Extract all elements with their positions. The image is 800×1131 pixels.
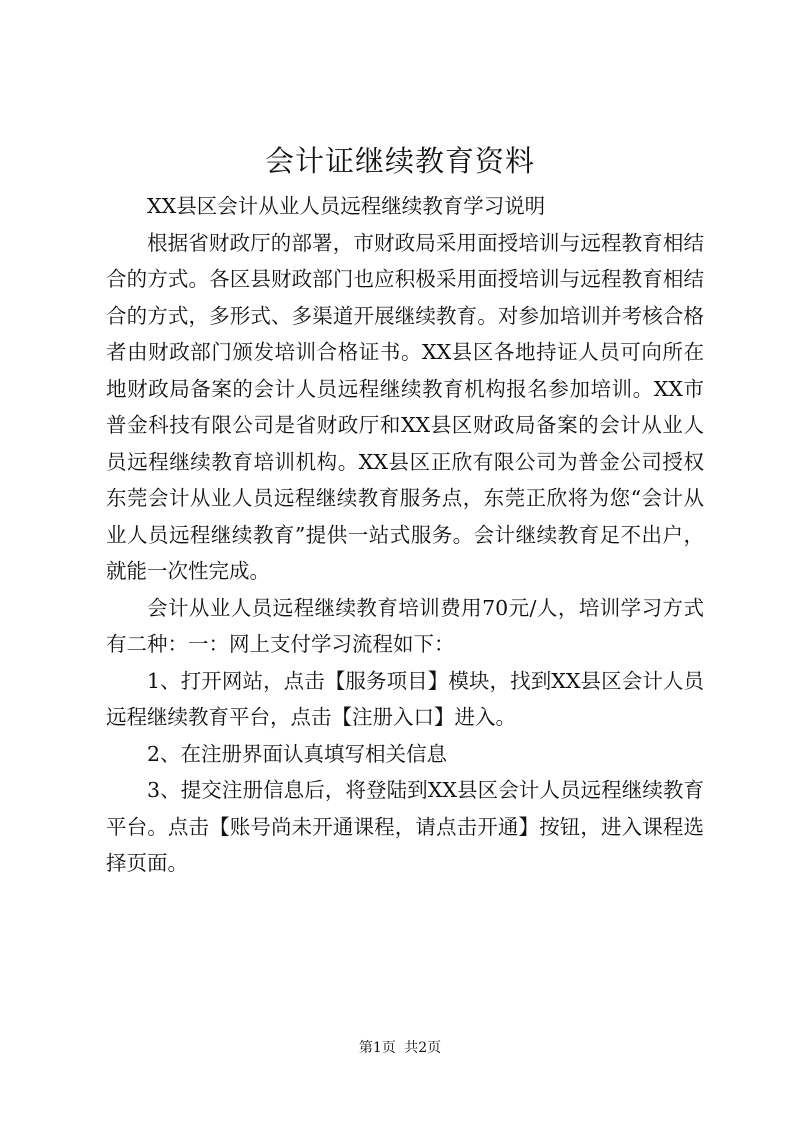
page-total: 共2页 [404,1040,442,1056]
document-title: 会计证继续教育资料 [264,144,535,178]
body-paragraph: 根据省财政厅的部署，市财政局采用面授培训与远程教育相结合的方式。各区县财政部门也应积极采用面授培训与远程教育相结合的方式，多形式、多渠道开展继续教育。对参加培训并考核合格者由财政部门颁发培训合格证书。XX县区各地持证人员可向所在地财政局备案的会计人员远程继续教育机构报名参加培训。XX市普金科技有限公司是省财政厅和XX县区财政局备案的会计从业人员远程继续教育培训机构。XX县区正欣有限公司为普金公司授权东莞会计从业人员远程继续教育服务点，东莞正欣将为您“会计从业人员远程继续教育”提供一站式服务。会计继续教育足不出户，就能一次性完成。 [106,230,704,583]
step-paragraph: 1、打开网站，点击【服务项目】模块，找到XX县区会计人员远程继续教育平台，点击【注册入口】进入。 [106,668,704,729]
step-paragraph: 3、提交注册信息后，将登陆到XX县区会计人员远程继续教育平台。点击【账号尚未开通课程，请点击开通】按钮，进入课程选择页面。 [106,778,704,875]
step-paragraph: 2、在注册界面认真填写相关信息 [147,741,448,766]
body-paragraph: 会计从业人员远程继续教育培训费用70元/人，培训学习方式有二种：一：网上支付学习流程如下： [106,595,704,656]
subtitle-paragraph: XX县区会计从业人员远程继续教育学习说明 [147,194,546,218]
page-footer [0,1038,800,1058]
page-number: 第1页 [358,1040,396,1056]
document-body [106,188,704,882]
